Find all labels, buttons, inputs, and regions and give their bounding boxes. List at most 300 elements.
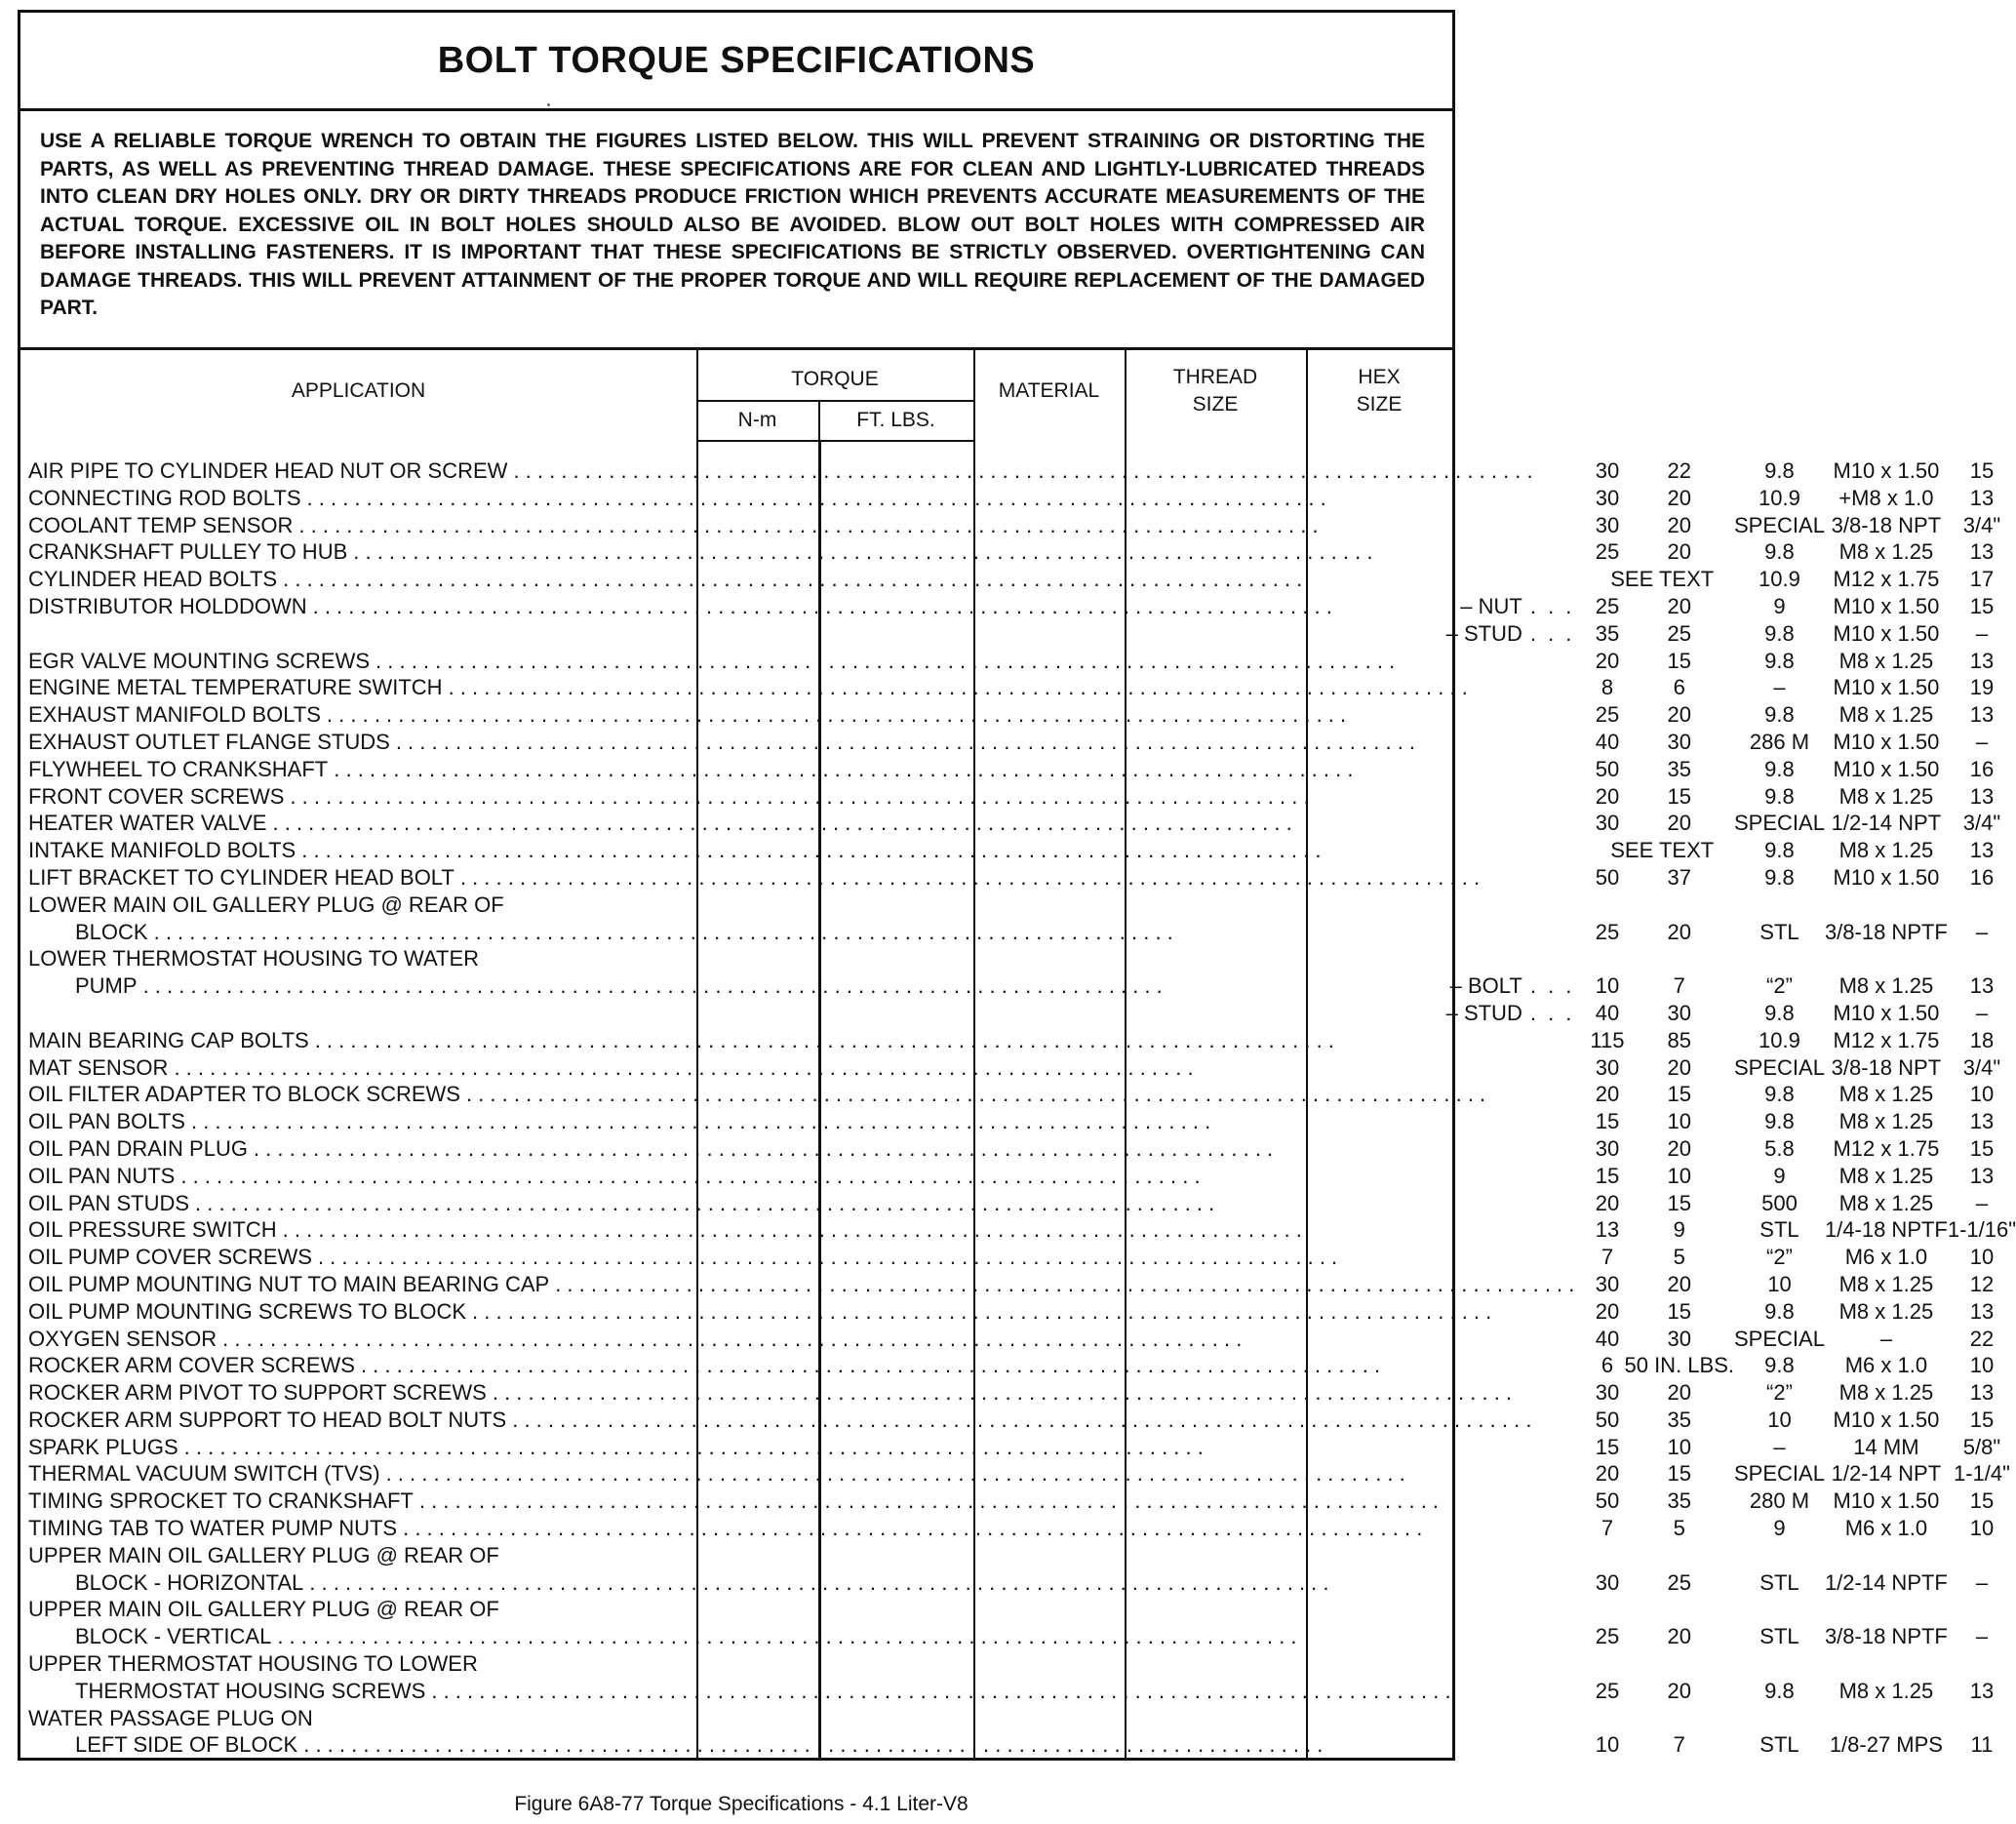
ft-lbs-cell: 25 xyxy=(1667,1569,1691,1595)
hex-size-cell: 13 xyxy=(1969,485,1995,510)
application-cell xyxy=(28,837,1590,864)
sub-label: – NUT xyxy=(1460,593,1522,618)
application-label: CONNECTING ROD BOLTS xyxy=(28,485,301,510)
material-cell: 10.9 xyxy=(1759,485,1800,510)
thread-size-cell: M8 x 1.25 xyxy=(1838,1190,1934,1215)
ft-lbs-cell: 20 xyxy=(1667,1380,1691,1406)
ft-lbs-cell: 10 xyxy=(1667,1109,1691,1134)
thread-size-cell: 1/2-14 NPT xyxy=(1831,811,1942,836)
hex-size-cell: 17 xyxy=(1969,567,1995,592)
nm-cell: 30 xyxy=(1595,485,1620,510)
nm-cell: 25 xyxy=(1595,1624,1620,1649)
table-row xyxy=(28,620,2016,648)
table-row xyxy=(28,648,2016,675)
material-cell: SPECIAL xyxy=(1734,1054,1825,1080)
material-cell xyxy=(1734,945,1825,972)
nm-cell: 30 xyxy=(1595,458,1620,483)
application-cell xyxy=(28,756,1590,783)
thread-size-cell: M8 x 1.25 xyxy=(1838,1082,1934,1107)
material-cell: “2” xyxy=(1766,1380,1793,1406)
material-cell: 9.8 xyxy=(1764,864,1795,890)
table-row xyxy=(28,1705,2016,1732)
header-thread-line2: SIZE xyxy=(1192,393,1239,416)
ft-lbs-cell: 7 xyxy=(1673,973,1685,999)
material-cell: 280 M xyxy=(1749,1488,1810,1514)
application-cell xyxy=(28,1108,1590,1135)
material-cell: 9.8 xyxy=(1764,458,1795,483)
ft-lbs-cell: 15 xyxy=(1667,1461,1691,1487)
figure-caption: Figure 6A8-77 Torque Specifications - 4.1 Liter-V8 xyxy=(514,1793,968,1815)
nm-cell: 10 xyxy=(1595,973,1620,999)
intro-paragraph: USE A RELIABLE TORQUE WRENCH TO OBTAIN THE FIGURES LISTED BELOW. THIS WILL PREVENT STRAINING OR DISTORTING THE PARTS, AS WELL AS PREVENTING THREAD DAMAGE. THESE SPECIFICATIONS ARE FOR CLEAN AND LIGHTLY-LUBRICATED THREADS INTO CLEAN DRY HOLES ONLY. DRY OR DIRTY THREADS PRODUCE FRICTION WHICH PREVENTS ACCURATE MEASUREMENTS OF THE ACTUAL TORQUE. EXCESSIVE OIL IN BOLT HOLES SHOULD ALSO BE AVOIDED. BLOW OUT BOLT HOLES WITH COMPRESSED AIR BEFORE INSTALLING FASTENERS. IT IS IMPORTANT THAT THESE SPECIFICATIONS BE STRICTLY OBSERVED. OVERTIGHTENING CAN DAMAGE THREADS. THIS WILL PREVENT ATTAINMENT OF THE PROPER TORQUE AND WILL REQUIRE REPLACEMENT OF THE DAMAGED PART. xyxy=(40,130,1425,319)
ft-lbs-cell: 35 xyxy=(1667,1488,1691,1514)
material-cell: SPECIAL xyxy=(1734,811,1825,836)
torque-header-rule xyxy=(696,400,973,402)
leader-dots xyxy=(143,972,1435,1000)
ft-lbs-cell: 7 xyxy=(1673,1732,1685,1758)
hex-size-cell: 22 xyxy=(1969,1326,1995,1351)
leader-dots: . . . xyxy=(1529,1000,1575,1025)
nm-cell: 40 xyxy=(1595,729,1620,754)
material-cell: 10 xyxy=(1767,1271,1792,1296)
table-row xyxy=(28,566,2016,593)
application-cell xyxy=(28,1081,1590,1108)
hex-size-cell xyxy=(1948,1705,2016,1732)
application-label: LIFT BRACKET TO CYLINDER HEAD BOLT xyxy=(28,864,455,890)
leader-dots xyxy=(513,457,1574,485)
leader-dots xyxy=(555,1271,1574,1298)
table-row xyxy=(28,1487,2016,1515)
hex-size-cell xyxy=(1948,1542,2016,1569)
application-label: EXHAUST MANIFOLD BOLTS xyxy=(28,702,321,728)
ft-lbs-cell: 15 xyxy=(1667,1082,1691,1107)
thread-size-cell: – xyxy=(1879,1326,1893,1351)
nm-cell: 10 xyxy=(1595,1732,1620,1758)
application-label: MAIN BEARING CAP BOLTS xyxy=(28,1027,309,1052)
material-cell: 9.8 xyxy=(1764,620,1795,646)
hex-size-cell xyxy=(1948,1650,2016,1678)
leader-dots xyxy=(290,783,1574,811)
thread-size-cell: 3/8-18 NPTF xyxy=(1824,919,1948,944)
thread-size-cell: M10 x 1.50 xyxy=(1833,458,1940,483)
table-row xyxy=(28,783,2016,811)
leader-dots xyxy=(303,1731,1574,1759)
application-cell xyxy=(28,1326,1590,1353)
table-row xyxy=(28,756,2016,783)
table-row xyxy=(28,1244,2016,1271)
application-label: UPPER MAIN OIL GALLERY PLUG @ REAR OF xyxy=(28,1597,499,1622)
application-cell xyxy=(28,1542,1590,1569)
nm-cell: 13 xyxy=(1595,1217,1620,1243)
application-cell xyxy=(28,620,1590,648)
header-hex-line2: SIZE xyxy=(1356,393,1403,416)
application-cell xyxy=(28,1678,1590,1705)
application-label: COOLANT TEMP SENSOR xyxy=(28,512,294,537)
nm-cell: 15 xyxy=(1595,1109,1620,1134)
hex-size-cell: 13 xyxy=(1969,1678,1995,1703)
application-cell xyxy=(28,538,1590,566)
hex-size-cell: 10 xyxy=(1969,1245,1995,1270)
leader-dots xyxy=(184,1434,1575,1461)
application-cell xyxy=(28,674,1590,701)
see-text-cell: SEE TEXT xyxy=(1610,838,1715,863)
material-cell: STL xyxy=(1759,1217,1799,1243)
leader-dots xyxy=(460,864,1575,892)
nm-cell: 8 xyxy=(1601,675,1614,700)
hex-size-cell: 15 xyxy=(1969,1407,1995,1432)
application-cell xyxy=(28,485,1590,512)
leader-dots xyxy=(431,1678,1574,1705)
table-row xyxy=(28,864,2016,892)
sub-label: – STUD xyxy=(1445,620,1522,646)
hex-size-cell: 13 xyxy=(1969,539,1995,565)
ft-lbs-cell: 20 xyxy=(1667,539,1691,565)
hex-size-cell: 15 xyxy=(1969,1488,1995,1514)
nm-cell xyxy=(1590,892,1624,919)
ft-lbs-cell: 20 xyxy=(1667,1624,1691,1649)
application-label: OIL FILTER ADAPTER TO BLOCK SCREWS xyxy=(28,1082,460,1107)
material-cell: 5.8 xyxy=(1764,1135,1795,1161)
leader-dots xyxy=(419,1487,1575,1515)
application-cell xyxy=(28,1596,1590,1623)
thread-size-cell: M10 x 1.50 xyxy=(1833,864,1940,890)
application-cell xyxy=(28,566,1590,593)
ft-lbs-cell: 15 xyxy=(1667,783,1691,809)
material-cell: – xyxy=(1773,675,1786,700)
ft-lbs-cell: 35 xyxy=(1667,756,1691,781)
application-cell xyxy=(28,945,1590,972)
nm-cell: 7 xyxy=(1601,1516,1614,1541)
material-cell: 9.8 xyxy=(1764,1298,1795,1324)
leader-dots xyxy=(376,648,1574,675)
application-cell xyxy=(28,1298,1590,1326)
application-cell xyxy=(28,1731,1590,1759)
thread-size-cell: M6 x 1.0 xyxy=(1844,1245,1928,1270)
nm-cell xyxy=(1590,945,1624,972)
material-cell: 10 xyxy=(1767,1407,1792,1432)
hex-size-cell: 5/8" xyxy=(1962,1434,2001,1459)
thread-size-cell: M8 x 1.25 xyxy=(1838,539,1934,565)
hex-size-cell: 1-1/16" xyxy=(1947,1217,2016,1243)
thread-size-cell: 1/8-27 MPS xyxy=(1829,1732,1943,1758)
application-label: INTAKE MANIFOLD BOLTS xyxy=(28,838,296,863)
table-row xyxy=(28,1000,2016,1027)
table-row xyxy=(28,1678,2016,1705)
table-row xyxy=(28,674,2016,701)
application-label: TIMING TAB TO WATER PUMP NUTS xyxy=(28,1516,398,1541)
table-row xyxy=(28,1515,2016,1542)
thread-size-cell: +M8 x 1.0 xyxy=(1838,485,1934,510)
application-cell xyxy=(28,1027,1590,1054)
material-cell: “2” xyxy=(1766,1245,1793,1270)
header-bottom-rule xyxy=(696,440,973,442)
leader-dots xyxy=(272,810,1574,837)
hex-size-cell xyxy=(1948,892,2016,919)
sub-label: – BOLT xyxy=(1449,973,1522,999)
table-row xyxy=(28,538,2016,566)
application-label: AIR PIPE TO CYLINDER HEAD NUT OR SCREW xyxy=(28,458,508,483)
hex-size-cell: – xyxy=(1975,1190,1989,1215)
table-row xyxy=(28,837,2016,864)
table-row xyxy=(28,1569,2016,1597)
application-label: LOWER THERMOSTAT HOUSING TO WATER xyxy=(28,946,480,971)
application-label: OIL PUMP MOUNTING SCREWS TO BLOCK xyxy=(28,1298,467,1324)
application-cell xyxy=(28,810,1590,837)
hex-size-cell: 19 xyxy=(1969,675,1995,700)
application-label: BLOCK - HORIZONTAL xyxy=(75,1569,304,1595)
application-label: EGR VALVE MOUNTING SCREWS xyxy=(28,648,371,673)
leader-dots xyxy=(254,1135,1574,1163)
nm-cell: 50 xyxy=(1595,1488,1620,1514)
thread-size-cell: 3/8-18 NPT xyxy=(1831,1054,1942,1080)
hex-size-cell: 13 xyxy=(1969,783,1995,809)
application-cell xyxy=(28,1000,1590,1027)
thread-size-cell: 1/4-18 NPTF xyxy=(1824,1217,1948,1243)
nm-cell: 30 xyxy=(1595,811,1620,836)
application-label: UPPER MAIN OIL GALLERY PLUG @ REAR OF xyxy=(28,1542,499,1567)
nm-cell: 6 xyxy=(1601,1353,1614,1378)
hex-size-cell: – xyxy=(1975,1000,1989,1025)
application-cell xyxy=(28,1569,1590,1597)
ft-lbs-cell: 5 xyxy=(1673,1245,1685,1270)
leader-dots xyxy=(512,1407,1574,1434)
application-label: LOWER MAIN OIL GALLERY PLUG @ REAR OF xyxy=(28,892,504,917)
application-cell xyxy=(28,1054,1590,1082)
material-cell: STL xyxy=(1759,1569,1799,1595)
thread-size-cell: 14 MM xyxy=(1853,1434,1919,1459)
leader-dots: . . . xyxy=(1529,973,1575,999)
nm-cell: 20 xyxy=(1595,783,1620,809)
ft-lbs-cell xyxy=(1624,892,1734,919)
nm-cell: 20 xyxy=(1595,1461,1620,1487)
table-row xyxy=(28,1163,2016,1190)
application-label: CRANKSHAFT PULLEY TO HUB xyxy=(28,539,348,565)
material-cell: 9.8 xyxy=(1764,1353,1795,1378)
ft-lbs-cell: 22 xyxy=(1667,458,1691,483)
leader-dots xyxy=(277,1623,1574,1650)
ft-lbs-cell: 30 xyxy=(1667,1326,1691,1351)
table-row xyxy=(28,1027,2016,1054)
thread-size-cell: M8 x 1.25 xyxy=(1838,783,1934,809)
leader-dots xyxy=(313,593,1445,620)
hex-size-cell: – xyxy=(1975,1624,1989,1649)
nm-cell: 15 xyxy=(1595,1163,1620,1188)
application-label: HEATER WATER VALVE xyxy=(28,811,267,836)
nm-cell: 15 xyxy=(1595,1434,1620,1459)
thread-size-cell xyxy=(1825,892,1948,919)
table-row xyxy=(28,1460,2016,1487)
nm-cell: 35 xyxy=(1595,620,1620,646)
table-row xyxy=(28,1542,2016,1569)
leader-dots: . . . xyxy=(1529,620,1575,646)
material-cell xyxy=(1734,1705,1825,1732)
table-row xyxy=(28,1271,2016,1298)
hex-size-cell: 13 xyxy=(1969,838,1995,863)
leader-dots xyxy=(466,1081,1574,1108)
table-row xyxy=(28,919,2016,946)
table-row xyxy=(28,892,2016,919)
header-hex-line1: HEX xyxy=(1358,366,1401,388)
nm-cell: 25 xyxy=(1595,539,1620,565)
material-cell: SPECIAL xyxy=(1734,1326,1825,1351)
ft-lbs-cell: 20 xyxy=(1667,702,1691,728)
material-cell: 9 xyxy=(1773,593,1786,618)
application-cell xyxy=(28,864,1590,892)
thread-size-cell xyxy=(1825,1596,1948,1623)
hex-size-cell: 11 xyxy=(1970,1732,1994,1758)
thread-size-cell: 3/8-18 NPTF xyxy=(1824,1624,1948,1649)
application-cell xyxy=(28,701,1590,729)
application-label: THERMAL VACUUM SWITCH (TVS) xyxy=(28,1461,380,1487)
application-label: FLYWHEEL TO CRANKSHAFT xyxy=(28,756,329,781)
thread-size-cell xyxy=(1825,1542,1948,1569)
thread-size-cell: M10 x 1.50 xyxy=(1833,729,1940,754)
nm-cell: 20 xyxy=(1595,1082,1620,1107)
thread-size-cell: M8 x 1.25 xyxy=(1838,648,1934,673)
application-label: OIL PAN BOLTS xyxy=(28,1109,185,1134)
leader-dots xyxy=(403,1515,1574,1542)
thread-size-cell: M10 x 1.50 xyxy=(1833,1000,1940,1025)
application-cell xyxy=(28,512,1590,539)
leader-dots: . . . xyxy=(1529,593,1575,618)
thread-size-cell: M8 x 1.25 xyxy=(1838,1380,1934,1406)
nm-cell: 20 xyxy=(1595,1190,1620,1215)
leader-dots xyxy=(309,1569,1574,1597)
thread-size-cell: M10 x 1.50 xyxy=(1833,593,1940,618)
hex-size-cell xyxy=(1948,1596,2016,1623)
thread-size-cell: M8 x 1.25 xyxy=(1838,1298,1934,1324)
table-row xyxy=(28,1216,2016,1244)
hex-size-cell: 10 xyxy=(1969,1082,1995,1107)
application-cell xyxy=(28,783,1590,811)
nm-cell xyxy=(1590,1542,1624,1569)
application-label: OIL PAN NUTS xyxy=(28,1163,176,1188)
nm-cell: 25 xyxy=(1595,702,1620,728)
table-row xyxy=(28,972,2016,1000)
application-label: UPPER THERMOSTAT HOUSING TO LOWER xyxy=(28,1651,478,1677)
ft-lbs-cell: 10 xyxy=(1667,1163,1691,1188)
material-cell: 9 xyxy=(1773,1516,1786,1541)
hex-size-cell: 3/4" xyxy=(1962,512,2001,537)
application-cell xyxy=(28,1244,1590,1271)
table-row xyxy=(28,1352,2016,1379)
application-cell xyxy=(28,1163,1590,1190)
ft-lbs-cell: 35 xyxy=(1667,1407,1691,1432)
leader-dots xyxy=(386,1460,1575,1487)
material-cell: STL xyxy=(1759,919,1799,944)
application-cell xyxy=(28,1216,1590,1244)
application-cell xyxy=(28,1515,1590,1542)
application-label: DISTRIBUTOR HOLDDOWN xyxy=(28,593,307,618)
nm-cell: 30 xyxy=(1595,1380,1620,1406)
material-cell: 9.8 xyxy=(1764,648,1795,673)
ft-lbs-cell: 20 xyxy=(1667,919,1691,944)
application-cell xyxy=(28,1271,1590,1298)
hex-size-cell xyxy=(1948,945,2016,972)
hex-size-cell: 1-1/4" xyxy=(1953,1461,2010,1487)
ft-lbs-cell: 6 xyxy=(1673,675,1685,700)
see-text-cell: SEE TEXT xyxy=(1610,567,1715,592)
application-label: LEFT SIDE OF BLOCK xyxy=(75,1732,298,1758)
application-label: SPARK PLUGS xyxy=(28,1434,178,1459)
hex-size-cell: 13 xyxy=(1969,702,1995,728)
leader-dots xyxy=(195,1190,1574,1217)
header-torque: TORQUE xyxy=(791,368,879,390)
application-cell xyxy=(28,1407,1590,1434)
leader-dots xyxy=(396,729,1575,756)
nm-cell: 30 xyxy=(1595,512,1620,537)
hex-size-cell: 16 xyxy=(1969,864,1995,890)
nm-cell: 25 xyxy=(1595,593,1620,618)
thread-size-cell: M12 x 1.75 xyxy=(1833,567,1940,592)
leader-dots xyxy=(327,701,1574,729)
material-cell: SPECIAL xyxy=(1734,1461,1825,1487)
nm-cell: 50 xyxy=(1595,756,1620,781)
application-label: TIMING SPROCKET TO CRANKSHAFT xyxy=(28,1488,414,1514)
leader-dots xyxy=(180,1163,1574,1190)
table-row xyxy=(28,1650,2016,1678)
thread-size-cell: M6 x 1.0 xyxy=(1844,1516,1928,1541)
thread-size-cell: M10 x 1.50 xyxy=(1833,756,1940,781)
material-cell: STL xyxy=(1759,1624,1799,1649)
thread-size-cell xyxy=(1825,1705,1948,1732)
thread-size-cell: M8 x 1.25 xyxy=(1838,702,1934,728)
material-cell xyxy=(1734,1542,1825,1569)
leader-dots xyxy=(283,566,1574,593)
thread-size-cell: M8 x 1.25 xyxy=(1838,973,1934,999)
ft-lbs-cell: 15 xyxy=(1667,1190,1691,1215)
nm-cell: 30 xyxy=(1595,1135,1620,1161)
thread-size-cell: M10 x 1.50 xyxy=(1833,620,1940,646)
application-cell xyxy=(28,1352,1590,1379)
hex-size-cell: 15 xyxy=(1969,593,1995,618)
hex-size-cell: 13 xyxy=(1969,648,1995,673)
thread-size-cell: M8 x 1.25 xyxy=(1838,838,1934,863)
application-label: BLOCK xyxy=(75,919,148,944)
material-cell: 9.8 xyxy=(1764,702,1795,728)
table-row xyxy=(28,729,2016,756)
table-row xyxy=(28,1054,2016,1082)
application-cell xyxy=(28,972,1590,1000)
spec-frame xyxy=(18,10,2016,1761)
ft-lbs-cell: 37 xyxy=(1667,864,1691,890)
application-cell xyxy=(28,593,1590,620)
hex-size-cell: 16 xyxy=(1969,756,1995,781)
hex-size-cell: 12 xyxy=(1969,1271,1995,1296)
thread-size-cell: M12 x 1.75 xyxy=(1833,1027,1940,1052)
ft-lbs-cell: 20 xyxy=(1667,512,1691,537)
material-cell: SPECIAL xyxy=(1734,512,1825,537)
material-cell: 9.8 xyxy=(1764,1109,1795,1134)
hex-size-cell: – xyxy=(1975,729,1989,754)
application-label: OIL PRESSURE SWITCH xyxy=(28,1217,277,1243)
header-nm: N-m xyxy=(737,409,777,431)
thread-size-cell: M12 x 1.75 xyxy=(1833,1135,1940,1161)
sub-label: – STUD xyxy=(1445,1000,1522,1025)
table-row xyxy=(28,810,2016,837)
leader-dots xyxy=(318,1244,1574,1271)
application-label: OIL PUMP COVER SCREWS xyxy=(28,1245,312,1270)
table-row xyxy=(28,701,2016,729)
table-row xyxy=(28,1379,2016,1407)
leader-dots xyxy=(222,1326,1574,1353)
application-cell xyxy=(28,1705,1590,1732)
application-cell xyxy=(28,1434,1590,1461)
ft-lbs-cell: 20 xyxy=(1667,1678,1691,1703)
table-row xyxy=(28,1298,2016,1326)
hex-size-cell: 3/4" xyxy=(1962,811,2001,836)
nm-cell: 30 xyxy=(1595,1569,1620,1595)
